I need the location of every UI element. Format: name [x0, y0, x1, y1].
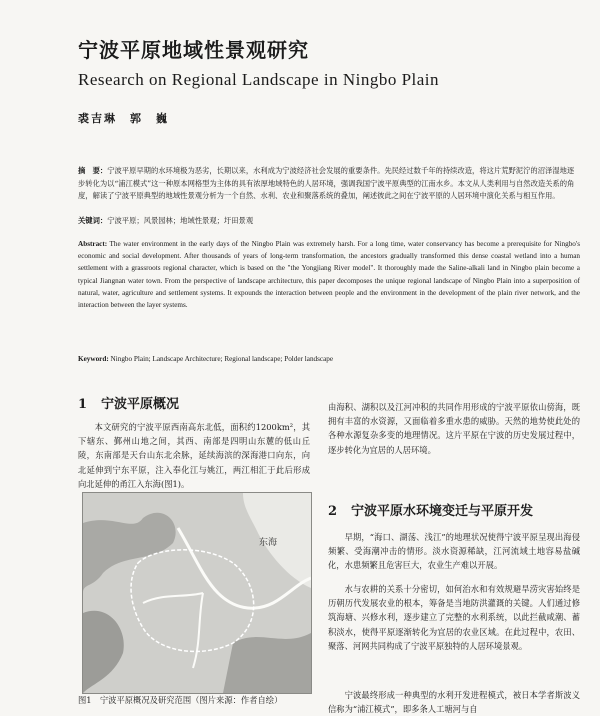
figure-1-map	[82, 492, 312, 694]
abstract-cn	[78, 165, 580, 203]
section-2-title: 宁波平原水环境变迁与平原开发	[351, 504, 534, 519]
section-2-para-3: 宁波最终形成一种典型的水利开发进程模式，被日本学者斯波义信称为“浦江模式”，即多条人工塘河与自	[328, 690, 580, 715]
abstract-cn-label: 摘 要：	[78, 166, 108, 175]
section-2-para-2: 水与农耕的关系十分密切，如何治水和有效规避旱涝灾害始终是历朝历代发展农业的根本，筹备是当地防洪灌溉的关键。人们通过修筑海塘、兴修水利，逐步建立了完整的水利系统，以此拦截咸潮、蓄积淡水，使得平原逐渐转化为宜居的农业区域。在此过程中，农田、聚落、河网共同构成了宁波平原独特的人居环境景观。	[328, 584, 580, 651]
hill-shade	[223, 633, 311, 693]
section-1-number: 1	[78, 397, 88, 412]
abstract-cn-text: 宁波平原早期的水环境极为恶劣，长期以来，水利成为宁波经济社会发展的重要条件。先民经过数千年的持续改造，将这片荒野泥泞的沼泽湿地逐步转化为以“浦江模式”这一种原本网格型为主体的具有浓厚地域特色的人居环境，强调我国宁波平原典型的江南水乡。本文从人类利用与自然改造关系的角度，解读了宁波平原典型的地域性景观分析为一个自然、水利、农业和聚落系统的叠加，阐述彼此之间在宁波平原的人居环境中演化关系与相互作用。	[78, 166, 575, 200]
keywords-en-text: Ningbo Plain; Landscape Architecture; Regional landscape; Polder landscape	[110, 355, 334, 363]
map-graphic	[83, 493, 311, 693]
paper-title-cn: 宁波平原地域性景观研究	[78, 38, 309, 62]
keywords-cn-label: 关键词：	[78, 216, 108, 225]
paper-authors: 裘吉琳 郭 巍	[78, 112, 169, 125]
section-1-body: 本文研究的宁波平原西南高东北低，面积约1200km²，其下辖东、鄞州山地之间，其西、南部是四明山东麓的低山丘陵，东南部是天台山东北余脉，延续海滨的深海港口向东，向北延伸到宁东平原，注入奉化江与姚江，两江相汇于此后形成向北延伸的甬江入东海(图1)。	[78, 422, 310, 489]
section-2-para-1: 早期，“海口、湖荡、浅江”的地理状况使得宁波平原呈现出海侵频繁、受海潮冲击的情形。淡水资源稀缺，江河流域土地容易盐碱化，水患频繁且危害巨大，农业生产难以开展。	[328, 532, 580, 571]
section-1-heading	[78, 393, 179, 412]
right-col-intro: 由海积、湖积以及江河冲积的共同作用形成的宁波平原依山傍海，既拥有丰富的水资源，又面临着多重水患的威胁。天然的地势使此处的各种水源复杂多变的地理情况。这片平原在宁波的历史发展过程中，逐步转化为宜居的人居环境。	[328, 402, 580, 455]
map-label-east-sea: 东海	[259, 538, 278, 548]
section-2-number: 2	[328, 504, 338, 519]
paper-title-en: Research on Regional Landscape in Ningbo Plain	[78, 70, 440, 89]
figure-1-caption: 图1 宁波平原概况及研究范围（图片来源：作者自绘）	[78, 695, 283, 705]
keywords-en	[78, 355, 333, 363]
keywords-cn	[78, 216, 253, 226]
keywords-cn-text: 宁波平原；风景园林；地域性景观；圩田景观	[107, 216, 254, 225]
section-2-heading	[328, 500, 533, 519]
abstract-en	[78, 238, 580, 311]
section-1-title: 宁波平原概况	[101, 397, 180, 412]
abstract-en-label: Abstract:	[78, 240, 108, 248]
abstract-en-text: The water environment in the early days of the Ningbo Plain was extremely harsh. For a long time, water conservancy has become a prerequisite for Ningbo's economic and social development. After thousands of years of long-term transformation, the ancestors gradually transformed this dense coastal wetland into a human settlement with a grassroots regional character, which is based on the "the Yongjiang River model". It thoroughly made the Saline-alkali land in Ningbo plain become a typical Jiangnan water town. From the perspective of landscape architecture, this paper decomposes the unique regional landscape of Ningbo Plain into a superposition of natural, water, agriculture and settlement systems. It expounds the interaction between people and the environment in the development of the plain river network, and the interaction between the layer systems.	[78, 240, 580, 310]
keywords-en-label: Keyword:	[78, 355, 109, 363]
